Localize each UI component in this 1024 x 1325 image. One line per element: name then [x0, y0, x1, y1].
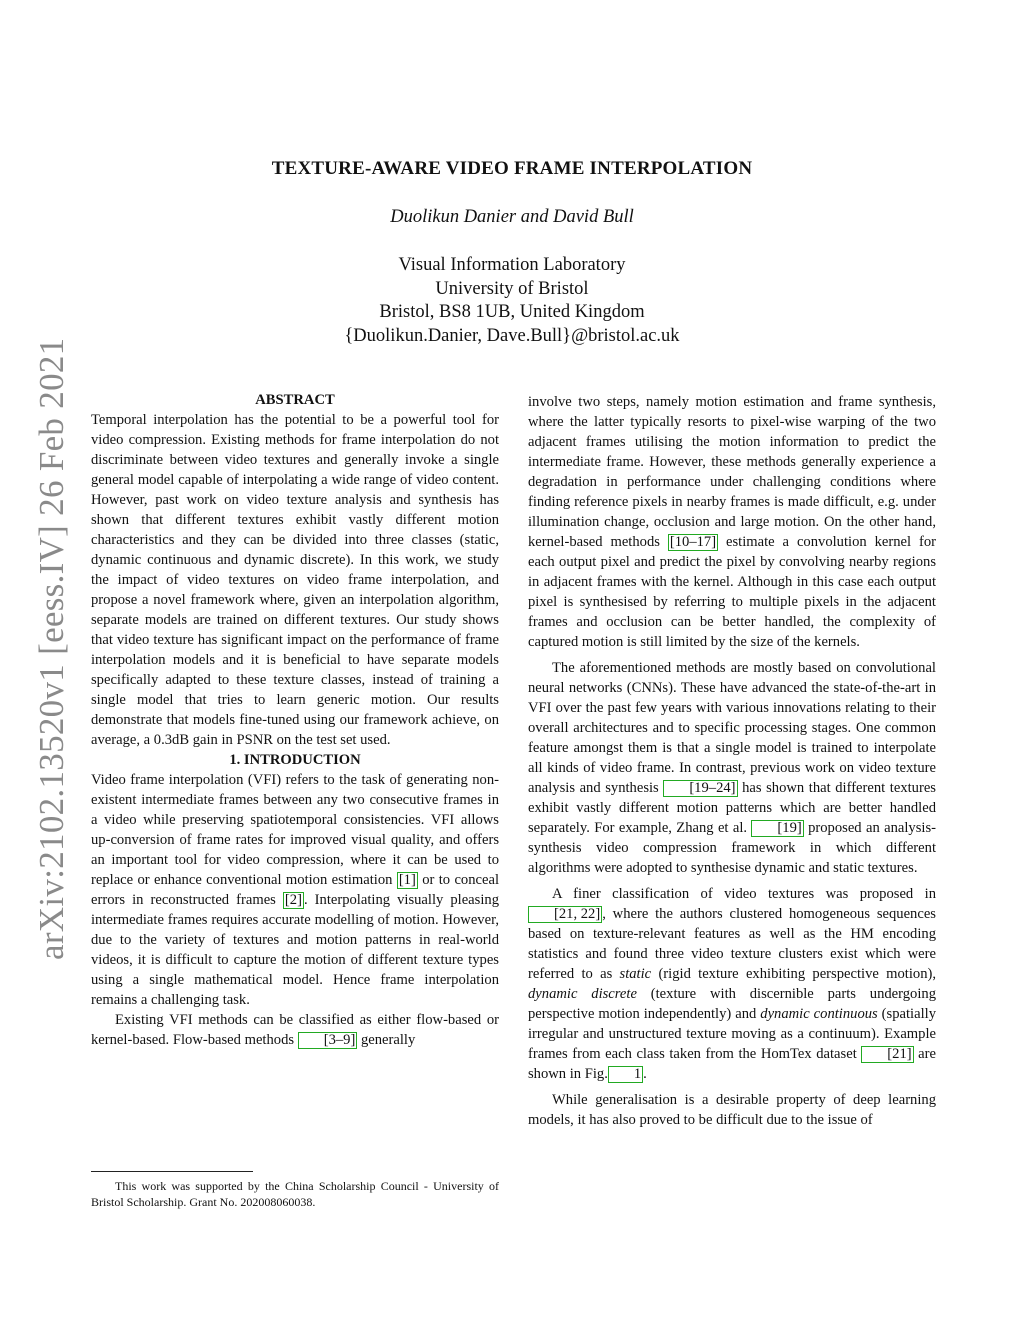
- paper-title: TEXTURE-AWARE VIDEO FRAME INTERPOLATION: [271, 158, 753, 179]
- citation-link[interactable]: [19]: [751, 820, 803, 837]
- affiliation-university: University of Bristol: [435, 278, 589, 299]
- affiliation-email: {Duolikun.Danier, Dave.Bull}@bristol.ac.uk: [344, 325, 680, 346]
- intro-paragraph-1: Video frame interpolation (VFI) refers to the task of generating non-existent intermediate frames between any two consecutive frames in a video while preserving spatiotemporal consistencies. VFI allows up-conversion of frame rates for improved visual quality, and offers an important tool for video compression, where it can be used to replace or enhance conventional motion estimation [1] or to conceal errors in reconstructed frames [2] . Interpolating visually pleasing intermediate frames requires accurate modelling of motion. However, due to the variety of textures and motion patterns in real-world videos, it is difficult to capture the motion of different texture types using a single mathematical model. Hence frame interpolation remains a challenging task.: [91, 772, 500, 1008]
- figure-link[interactable]: 1: [608, 1066, 643, 1083]
- abstract-heading: ABSTRACT: [255, 392, 335, 408]
- right-column: [528, 392, 936, 1130]
- intro-paragraph-2: Existing VFI methods can be classified as either flow-based or kernel-based. Flow-based methods [3–9] generally: [91, 1012, 499, 1048]
- arxiv-identifier: arXiv:2102.13520v1 [eess.IV] 26 Feb 2021: [32, 337, 71, 960]
- citation-link[interactable]: [21, 22]: [528, 906, 602, 923]
- citation-link[interactable]: [2]: [284, 892, 302, 908]
- citation-link[interactable]: [3–9]: [298, 1032, 358, 1049]
- left-column: [91, 390, 499, 1050]
- footnote-text: This work was supported by the China Scholarship Council - University of Bristol Scholarship. Grant No. 202008060038.: [91, 1179, 499, 1209]
- footnote-rule: [91, 1171, 253, 1172]
- right-paragraph-2: The aforementioned methods are mostly based on convolutional neural networks (CNNs). These have advanced the state-of-the-art in VFI over the past few years with various innovations relating to their overall architectures and to specific processing stages. One common feature amongst them is that a single model is trained to interpolate all kinds of video frame. In contrast, previous work on video texture analysis and synthesis [19–24] has shown that different textures exhibit vastly different motion patterns which are better handled separately. For example, Zhang et al. [19] proposed an analysis-synthesis video compression framework in which different algorithms were adopted to synthesise dynamic and static textures.: [528, 660, 936, 876]
- paper-authors: Duolikun Danier and David Bull: [390, 207, 634, 227]
- affiliation-lab: Visual Information Laboratory: [398, 255, 626, 275]
- introduction-heading: 1. INTRODUCTION: [229, 752, 361, 768]
- citation-link[interactable]: [1]: [398, 872, 416, 888]
- citation-link[interactable]: [21]: [861, 1046, 913, 1063]
- right-paragraph-3: A finer classification of video textures was proposed in [21, 22] , where the authors clustered homogeneous sequences based on texture-relevant features as well as the HM encoding statistics and found three video texture clusters exist which were referred to as static (rigid texture exhibiting perspective motion), dynamic discrete (texture with discernible parts undergoing perspective motion independently) and dynamic continuous (spatially irregular and unstructured texture moving as a continuum). Example frames from each class taken from the HomTex dataset [21] are shown in Fig. 1 .: [528, 886, 937, 1082]
- abstract-text: Temporal interpolation has the potential to be a powerful tool for video compression. Existing methods for frame interpolation do not discriminate between video textures and generally invoke a single general model capable of interpolating a wide range of video content. However, past work on video texture analysis and synthesis has shown that different textures exhibit vastly different motion characteristics and they can be divided into three classes (static, dynamic continuous and dynamic discrete). In this work, we study the impact of video textures on video frame interpolation, and propose a novel framework where, given an interpolation algorithm, separate models are trained on different textures. Our study shows that video texture has significant impact on the performance of frame interpolation models and it is beneficial to have separate models specifically adapted to these texture classes, instead of training a single model that tries to learn generic motion. Our results demonstrate that models fine-tuned using our framework achieve, on average, a 0.3dB gain in PSNR on the test set used.: [91, 412, 499, 748]
- affiliation-address: Bristol, BS8 1UB, United Kingdom: [379, 302, 645, 322]
- right-paragraph-1: involve two steps, namely motion estimation and frame synthesis, where the latter typically resorts to pixel-wise warping of the two adjacent frames utilising the motion information to predict the intermediate frame. However, these methods generally experience a degradation in performance under challenging conditions where finding reference pixels in nearby frames is made difficult, e.g. under illumination change, occlusion and large motion. On the other hand, kernel-based methods [10–17] estimate a convolution kernel for each output pixel and predict the pixel by convolving nearby regions in adjacent frames with the kernel. Although in this case each output pixel is synthesised by referring to multiple pixels in the adjacent frames and occlusion can be better handled, the complexity of captured motion is still limited by the size of the kernels.: [528, 394, 936, 650]
- citation-link[interactable]: [10–17]: [669, 534, 717, 550]
- affiliation-block: [0, 254, 1024, 348]
- right-paragraph-4: While generalisation is a desirable property of deep learning models, it has also proved to be difficult due to the issue of: [528, 1092, 936, 1128]
- citation-link[interactable]: [19–24]: [663, 780, 737, 797]
